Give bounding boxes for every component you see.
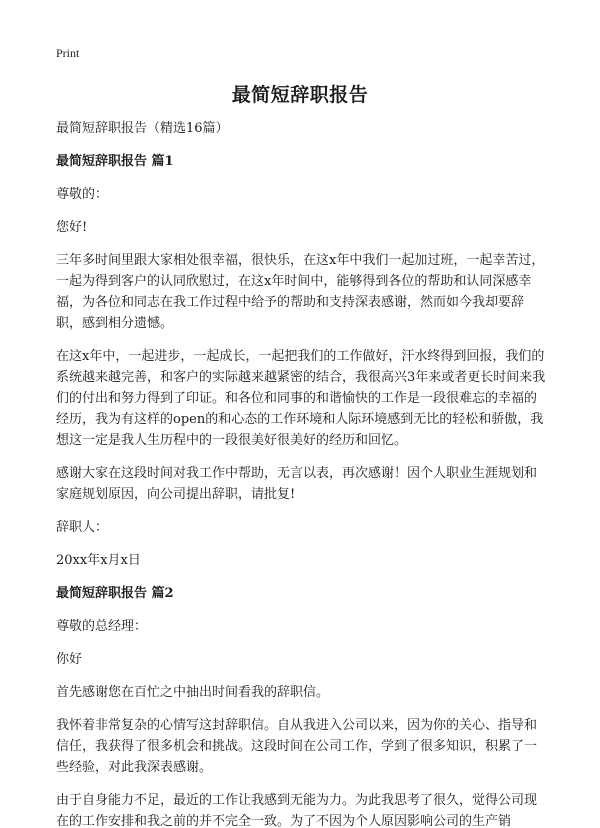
body-paragraph: 感谢大家在这段时间对我工作中帮助，无言以表，再次感谢！因个人职业生涯规划和家庭规划原因，向公司提出辞职，请批复!: [56, 466, 538, 502]
signature-label: 辞职人：: [56, 520, 109, 535]
body-paragraph: 三年多时间里跟大家相处很幸福，很快乐，在这x年中我们一起加过班，一起幸苦过，一起为得到客户的认同欣慰过，在这x年时间中，能够得到各位的帮助和认同深感幸福，为各位和同志在我工作过程中给予的帮助和支持深表感谢，然而如今我却要辞职，感到相分遗憾。: [56, 253, 545, 331]
document-body: [56, 118, 546, 828]
section-heading-2: 最简短辞职报告 篇2: [56, 586, 174, 601]
page-title: 最简短辞职报告: [231, 84, 369, 106]
body-paragraph: 在这x年中，一起进步，一起成长，一起把我们的工作做好，汗水终得到回报，我们的系统越来越完善，和客户的实际越来越紧密的结合，我很高兴3年来或者更长时间来我们的付出和努力得到了印证。和各位和同事的和谐愉快的工作是一段很难忘的幸福的经历，我为有这样的open的和心态的工作环境和人际环境感到无比的轻松和骄傲，我想这一定是我人生历程中的一段很美好很美好的经历和回忆。: [56, 349, 546, 448]
greeting: 你好: [56, 652, 83, 667]
document-subtitle: 最简短辞职报告（精选16篇）: [56, 121, 229, 136]
body-paragraph: 由于自身能力不足，最近的工作让我感到无能为力。为此我思考了很久，觉得公司现在的工作安排和我之前的并不完全一致。为了不因为个人原因影响公司的生产销: [56, 793, 538, 828]
body-paragraph: 首先感谢您在百忙之中抽出时间看我的辞职信。: [56, 685, 330, 700]
date-line: 20xx年x月x日: [56, 553, 141, 568]
salutation: 尊敬的总经理：: [56, 619, 148, 634]
section-heading-1: 最简短辞职报告 篇1: [56, 154, 174, 169]
salutation: 尊敬的：: [56, 187, 109, 202]
body-paragraph: 我怀着非常复杂的心情写这封辞职信。自从我进入公司以来，因为你的关心、指导和信任，我获得了很多机会和挑战。这段时间在公司工作，学到了很多知识，积累了一些经验，对此我深表感谢。: [56, 718, 538, 775]
print-link[interactable]: Print: [56, 46, 80, 60]
greeting: 您好!: [56, 220, 88, 235]
